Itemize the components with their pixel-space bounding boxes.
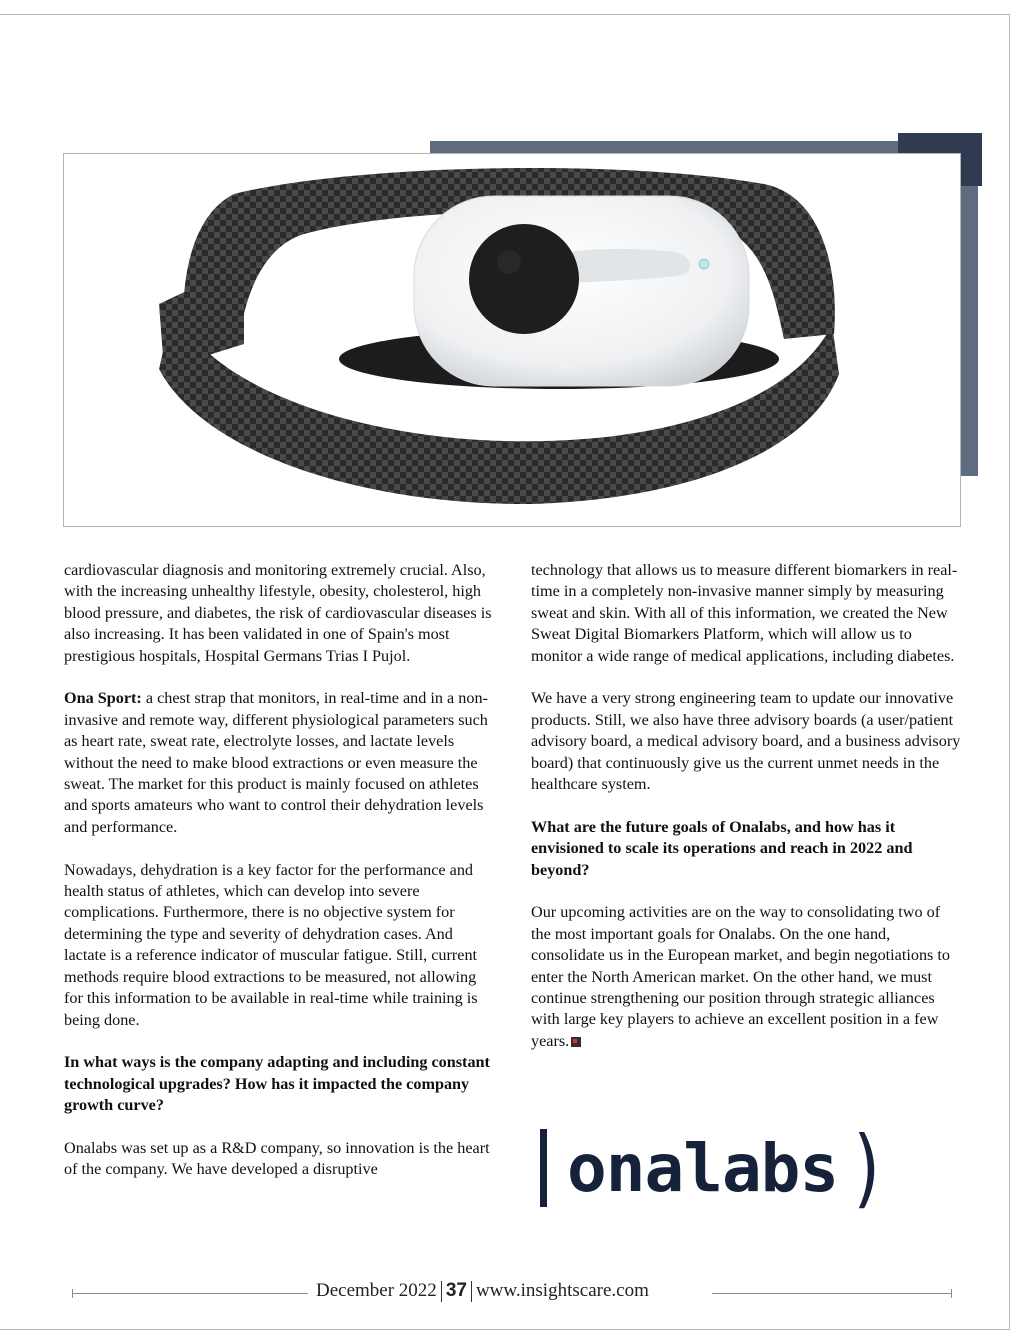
paragraph <box>64 688 496 838</box>
paragraph: We have a very strong engineering team to update our innovative products. Still, we also have three advisory boards (a user/patient advisory board, a medical advisory board, and a business advisory board) that continuously give us the current unmet needs in the healthcare system. <box>531 689 961 794</box>
interview-question: What are the future goals of Onalabs, and how has it envisioned to scale its operations and reach in 2022 and beyond? <box>531 817 913 879</box>
paragraph-text: Our upcoming activities are on the way to consolidating two of the most important goals for Onalabs. On the one hand, consolidate us in the European market, and begin negotiations to enter the North American market. On the other hand, we must continue strengthening our position through strategic alliances with large key players to achieve an excellent position in a few years. <box>531 903 950 1050</box>
logo-bar <box>540 1129 547 1207</box>
issue-date: December 2022 <box>316 1280 437 1301</box>
article-column-left <box>64 560 496 1202</box>
footer-separator <box>471 1281 472 1302</box>
article-column-right <box>531 560 963 1074</box>
company-logo <box>540 1118 894 1218</box>
footer-info <box>316 1280 649 1302</box>
product-photo <box>63 153 961 527</box>
logo-paren: ) <box>847 1118 889 1218</box>
paragraph-text: a chest strap that monitors, in real-time and in a non-invasive and remote way, different physiological parameters such as heart rate, sweat rate, electrolyte losses, and lactate levels without the need to make blood extractions or even measure the sweat. The market for this product is mainly focused on athletes and sports amateurs who want to control their dehydration levels and performance. <box>64 689 488 836</box>
footer-separator <box>441 1281 442 1302</box>
paragraph: cardiovascular diagnosis and monitoring extremely crucial. Also, with the increasing unhealthy lifestyle, obesity, cholesterol, high blood pressure, and diabetes, the risk of cardiovascular diseases is also increasing. It has been validated in one of Spain's most prestigious hospitals, Hospital Germans Trias I Pujol. <box>64 561 492 665</box>
device-illustration <box>64 154 961 527</box>
paragraph: Nowadays, dehydration is a key factor for the performance and health status of athletes, which can develop into severe complications. Furthermore, there is no objective system for determining the type and severity of dehydration cases. And lactate is a reference indicator of muscular fatigue. Still, current methods require blood extractions to be measured, not allowing for this information to be available in real-time while training is being done. <box>64 860 478 1029</box>
product-name: Ona Sport: <box>64 689 142 708</box>
accent-bar-right <box>960 141 978 476</box>
footer-rule-left <box>72 1293 308 1294</box>
footer-rule-right <box>712 1293 952 1294</box>
footer-tick-right <box>951 1289 952 1298</box>
website-link[interactable]: www.insightscare.com <box>475 1280 649 1301</box>
logo-wordmark: onalabs <box>567 1129 839 1207</box>
end-of-article-icon <box>571 1037 581 1047</box>
interview-question: In what ways is the company adapting and including constant technological upgrades? How has it impacted the company growth curve? <box>64 1053 490 1115</box>
paragraph <box>531 902 963 1052</box>
paragraph: technology that allows us to measure different biomarkers in real-time in a completely non-invasive manner simply by measuring sweat and skin. With all of this information, we created the New Sweat Digital Biomarkers Platform, which will allow us to monitor a wide range of medical applications, including diabetes. <box>531 561 958 665</box>
page-border-right <box>1009 14 1010 1330</box>
footer-tick-left <box>72 1289 73 1298</box>
page-number: 37 <box>445 1280 467 1301</box>
page-border-bottom <box>0 1329 1010 1330</box>
page-border-top <box>0 14 1010 15</box>
paragraph: Onalabs was set up as a R&D company, so innovation is the heart of the company. We have developed a disruptive <box>64 1138 490 1179</box>
page-footer <box>72 1278 952 1308</box>
